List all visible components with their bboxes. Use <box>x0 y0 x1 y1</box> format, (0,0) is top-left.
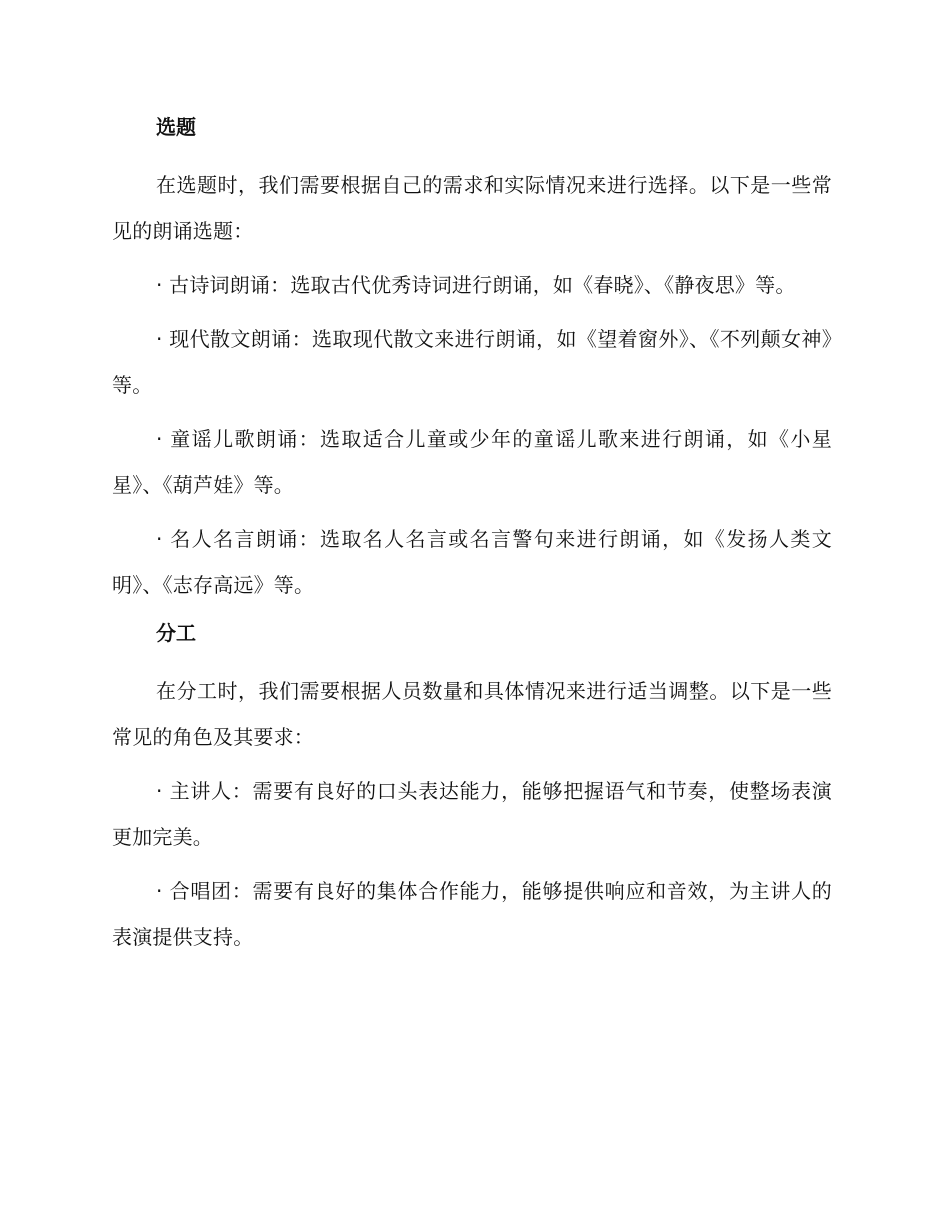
section-intro-division-of-labor: 在分工时，我们需要根据人员数量和具体情况来进行适当调整。以下是一些常见的角色及其要求： <box>112 679 832 749</box>
section-heading-topic-selection: 选题 <box>156 115 196 139</box>
document-content <box>112 110 832 968</box>
list-item-nursery-rhymes: · 童谣儿歌朗诵：选取适合儿童或少年的童谣儿歌来进行朗诵，如《小星星》、《葫芦娃》等。 <box>112 427 832 497</box>
list-item-famous-quotes: · 名人名言朗诵：选取名人名言或名言警句来进行朗诵，如《发扬人类文明》、《志存高远》等。 <box>112 527 832 597</box>
list-item-main-speaker: · 主讲人：需要有良好的口头表达能力，能够把握语气和节奏，使整场表演更加完美。 <box>112 779 832 849</box>
section-heading-division-of-labor: 分工 <box>156 621 196 645</box>
list-item-classical-poetry: · 古诗词朗诵：选取古代优秀诗词进行朗诵，如《春晓》、《静夜思》等。 <box>156 273 796 297</box>
list-item-chorus: · 合唱团：需要有良好的集体合作能力，能够提供响应和音效，为主讲人的表演提供支持。 <box>112 879 832 949</box>
list-item-modern-prose: · 现代散文朗诵：选取现代散文来进行朗诵，如《望着窗外》、《不列颠女神》等。 <box>112 327 832 397</box>
section-intro-topic-selection: 在选题时，我们需要根据自己的需求和实际情况来进行选择。以下是一些常见的朗诵选题： <box>112 173 832 243</box>
